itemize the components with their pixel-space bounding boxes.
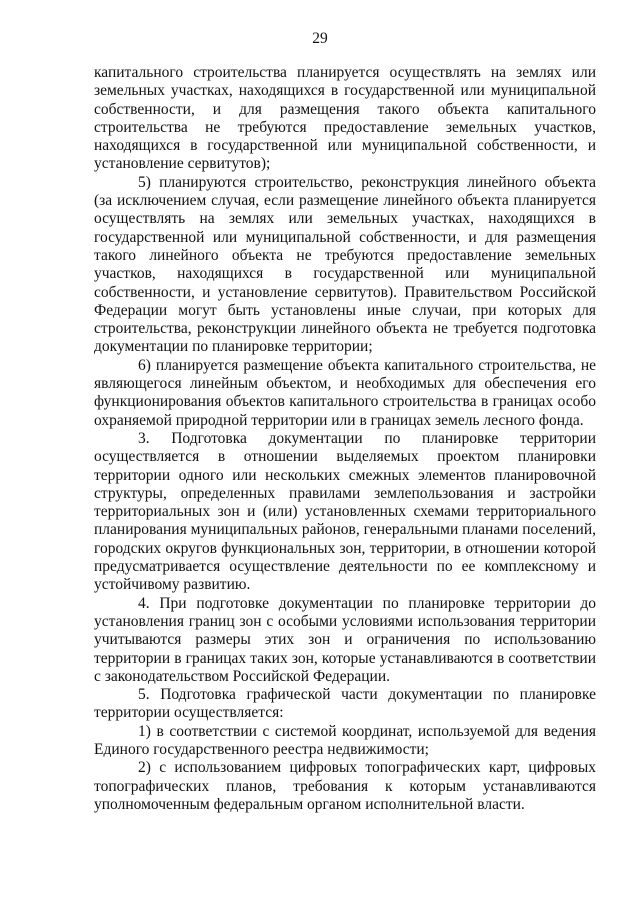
document-body: [94, 64, 596, 814]
paragraph-subitem-2: 2) с использованием цифровых топографических карт, цифровых топографических планов, требования к которым устанавливаются уполномоченным федеральным органом исполнительной власти.: [94, 759, 596, 813]
page-number: 29: [312, 30, 328, 47]
paragraph-clause-4: 4. При подготовке документации по планировке территории до установления границ зон с особыми условиями использования территории учитываются размеры этих зон и ограничения по использованию территории в границах таких зон, которые устанавливаются в соответствии с законодательством Российской Федерации.: [94, 594, 596, 685]
paragraph-clause-3: 3. Подготовка документации по планировке территории осуществляется в отношении выделяемых проектом планировки территории одного или нескольких смежных элементов планировочной структуры, определенных правилами землепользования и застройки территориальных зон и (или) установленных схемами территориального планирования муниципальных районов, генеральными планами поселений, городских округов функциональных зон, территории, в отношении которой предусматривается осуществление деятельности по ее комплексному и устойчивому развитию.: [94, 429, 596, 594]
paragraph-subitem-1: 1) в соответствии с системой координат, используемой для ведения Единого государственного реестра недвижимости;: [94, 722, 596, 758]
paragraph-item-5: 5) планируются строительство, реконструкция линейного объекта (за исключением случая, если размещение линейного объекта планируется осуществлять на землях или земельных участках, находящихся в государственной или муниципальной собственности, и для размещения такого линейного объекта не требуются предоставление земельных участков, находящихся в государственной или муниципальной собственности, и установление сервитутов). Правительством Российской Федерации могут быть установлены иные случаи, при которых для строительства, реконструкции линейного объекта не требуется подготовка документации по планировке территории;: [94, 173, 596, 356]
paragraph-continuation: капитального строительства планируется осуществлять на землях или земельных участках, находящихся в государственной или муниципальной собственности, и для размещения такого объекта капитального строительства не требуются предоставление земельных участков, находящихся в государственной или муниципальной собственности, и установление сервитутов);: [94, 64, 596, 173]
paragraph-clause-5: 5. Подготовка графической части документации по планировке территории осуществляется:: [94, 686, 596, 722]
paragraph-item-6: 6) планируется размещение объекта капитального строительства, не являющегося линейным объектом, и необходимых для обеспечения его функционирования объектов капитального строительства в границах особо охраняемой природной территории или в границах земель лесного фонда.: [94, 356, 596, 429]
